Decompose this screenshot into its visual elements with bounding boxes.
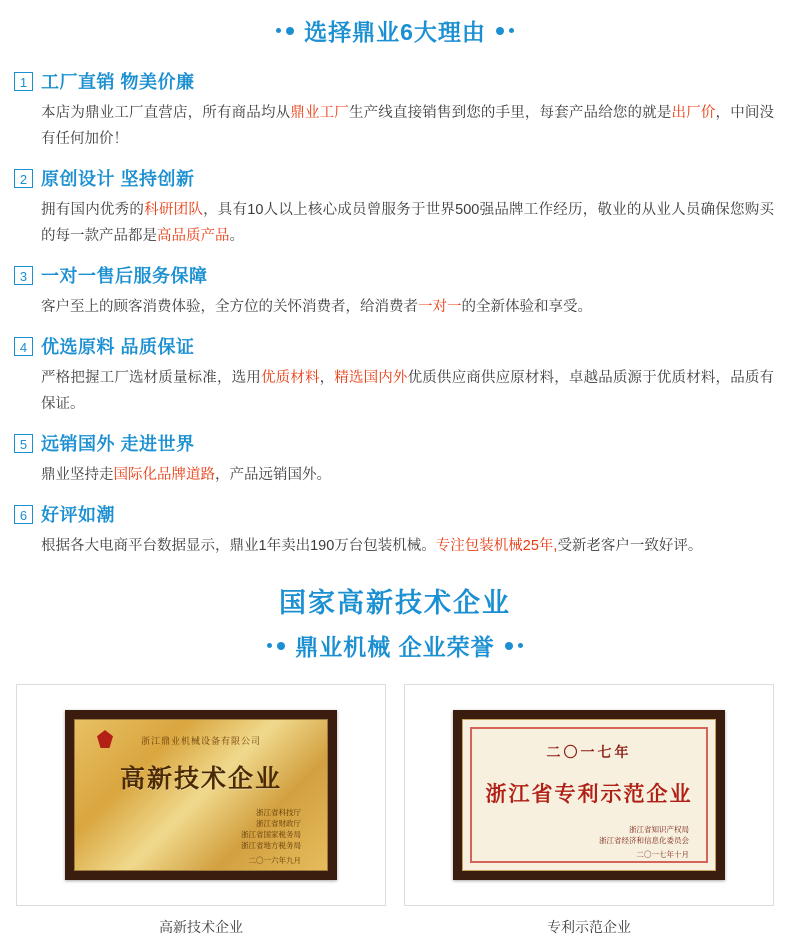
body-text: 受新老客户一致好评。 — [557, 538, 703, 554]
honor-subheading-text: 鼎业机械 企业荣誉 — [295, 634, 495, 660]
reason-title-row — [14, 334, 774, 360]
highlighted-text: 高品质产品 — [157, 228, 230, 244]
issuer-line: 浙江省地方税务局 — [241, 841, 301, 850]
reason-title-row — [14, 263, 774, 289]
dot-icon — [505, 642, 513, 650]
reason-title-row — [14, 166, 774, 192]
certificate-gallery — [0, 684, 790, 938]
certificate-date: 二〇一六年九月 — [248, 856, 301, 865]
dot-decoration-left — [276, 27, 294, 35]
dot-icon — [276, 28, 281, 33]
certificate-plaque-cream — [453, 710, 725, 880]
certificate-item — [16, 684, 386, 938]
body-text: ，中间没有任何加价！ — [41, 105, 775, 147]
certificate-caption: 高新技术企业 — [159, 919, 243, 935]
reason-item — [14, 502, 774, 559]
highlighted-text: 精选国内外 — [334, 370, 408, 386]
certificate-issuer — [463, 824, 715, 846]
reasons-heading — [0, 0, 790, 47]
body-text: 本店为鼎业工厂直营店，所有商品均从 — [41, 105, 291, 121]
certificate-company: 浙江鼎业机械设备有限公司 — [140, 736, 261, 746]
company-logo-icon — [97, 730, 113, 748]
issuer-line: 浙江省国家税务局 — [241, 830, 301, 839]
issuer-line: 浙江省财政厅 — [256, 819, 301, 828]
highlighted-text: 优质材料 — [260, 370, 320, 386]
body-text: 生产线直接销售到您的手里，每套产品给您的就是 — [348, 105, 672, 121]
honor-subheading — [0, 629, 790, 662]
highlighted-text: 国际化品牌道路 — [113, 467, 215, 483]
body-text: 客户至上的顾客消费体验，全方位的关怀消费者，给消费者 — [41, 299, 418, 315]
reason-title: 优选原料 品质保证 — [41, 337, 195, 357]
reason-item — [14, 334, 774, 417]
reason-title: 一对一售后服务保障 — [41, 266, 208, 286]
reason-title: 原创设计 坚持创新 — [41, 169, 195, 189]
dot-decoration-right — [505, 642, 523, 650]
reason-title: 工厂直销 物美价廉 — [41, 72, 195, 92]
reason-item — [14, 263, 774, 320]
body-text: 鼎业坚持走 — [41, 467, 114, 483]
certificate-issuer — [75, 807, 327, 851]
certificate-date: 二〇一七年十月 — [636, 850, 689, 859]
body-text: 根据各大电商平台数据显示，鼎业1年卖出190万台包装机械。 — [41, 538, 436, 554]
dot-icon — [496, 27, 504, 35]
certificate-item — [404, 684, 774, 938]
reason-item — [14, 431, 774, 488]
body-text: 严格把握工厂选材质量标准，选用 — [41, 370, 261, 386]
dot-icon — [509, 28, 514, 33]
honor-section — [0, 585, 790, 662]
certificate-title: 高新技术企业 — [119, 765, 282, 793]
reason-body — [41, 533, 774, 559]
certificate-year: 二〇一七年 — [546, 744, 632, 760]
reason-body — [41, 100, 774, 152]
body-text: ， — [319, 370, 335, 386]
certificate-caption: 专利示范企业 — [547, 919, 631, 935]
dot-icon — [518, 643, 523, 648]
reason-number-badge: 3 — [14, 266, 33, 285]
body-text: 优质供应商供应原材料，卓越品质源于优质材料，品质有保证。 — [41, 370, 775, 412]
reasons-list — [0, 69, 790, 559]
reason-number-badge: 5 — [14, 434, 33, 453]
certificate-plaque-gold — [65, 710, 337, 880]
certificate-frame[interactable] — [16, 684, 386, 906]
reason-title: 远销国外 走进世界 — [41, 434, 195, 454]
reason-item — [14, 69, 774, 152]
highlighted-text: 科研团队 — [144, 202, 204, 218]
dot-decoration-left — [267, 642, 285, 650]
body-text: ，具有10人以上核心成员曾服务于世界500强品牌工作经历，敬业的从业人员确保您购买的每一款产品都是 — [41, 202, 775, 244]
dot-decoration-right — [496, 27, 514, 35]
reason-body — [41, 462, 774, 488]
dot-icon — [277, 642, 285, 650]
reason-title-row — [14, 431, 774, 457]
highlighted-text: 一对一 — [418, 299, 462, 315]
body-text: 拥有国内优秀的 — [41, 202, 145, 218]
body-text: ，产品远销国外。 — [215, 467, 331, 483]
honor-title: 国家高新技术企业 — [279, 588, 511, 618]
reason-title-row — [14, 69, 774, 95]
certificate-title: 浙江省专利示范企业 — [485, 783, 693, 806]
reason-body — [41, 294, 774, 320]
reasons-heading-text: 选择鼎业6大理由 — [304, 19, 486, 45]
issuer-line: 浙江省经济和信息化委员会 — [599, 836, 689, 845]
reason-number-badge: 4 — [14, 337, 33, 356]
highlighted-text: 鼎业工厂 — [290, 105, 349, 121]
reason-body — [41, 365, 774, 417]
reason-title: 好评如潮 — [41, 505, 115, 525]
dot-icon — [286, 27, 294, 35]
reason-body — [41, 197, 774, 249]
reason-number-badge: 1 — [14, 72, 33, 91]
reason-number-badge: 6 — [14, 505, 33, 524]
issuer-line: 浙江省知识产权局 — [629, 825, 689, 834]
issuer-line: 浙江省科技厅 — [256, 808, 301, 817]
body-text: 的全新体验和享受。 — [461, 299, 592, 315]
reason-number-badge: 2 — [14, 169, 33, 188]
reason-item — [14, 166, 774, 249]
highlighted-text: 出厂价 — [671, 105, 716, 121]
dot-icon — [267, 643, 272, 648]
body-text: 。 — [229, 228, 244, 244]
certificate-frame[interactable] — [404, 684, 774, 906]
highlighted-text: 专注包装机械25年, — [435, 538, 558, 554]
reason-title-row — [14, 502, 774, 528]
